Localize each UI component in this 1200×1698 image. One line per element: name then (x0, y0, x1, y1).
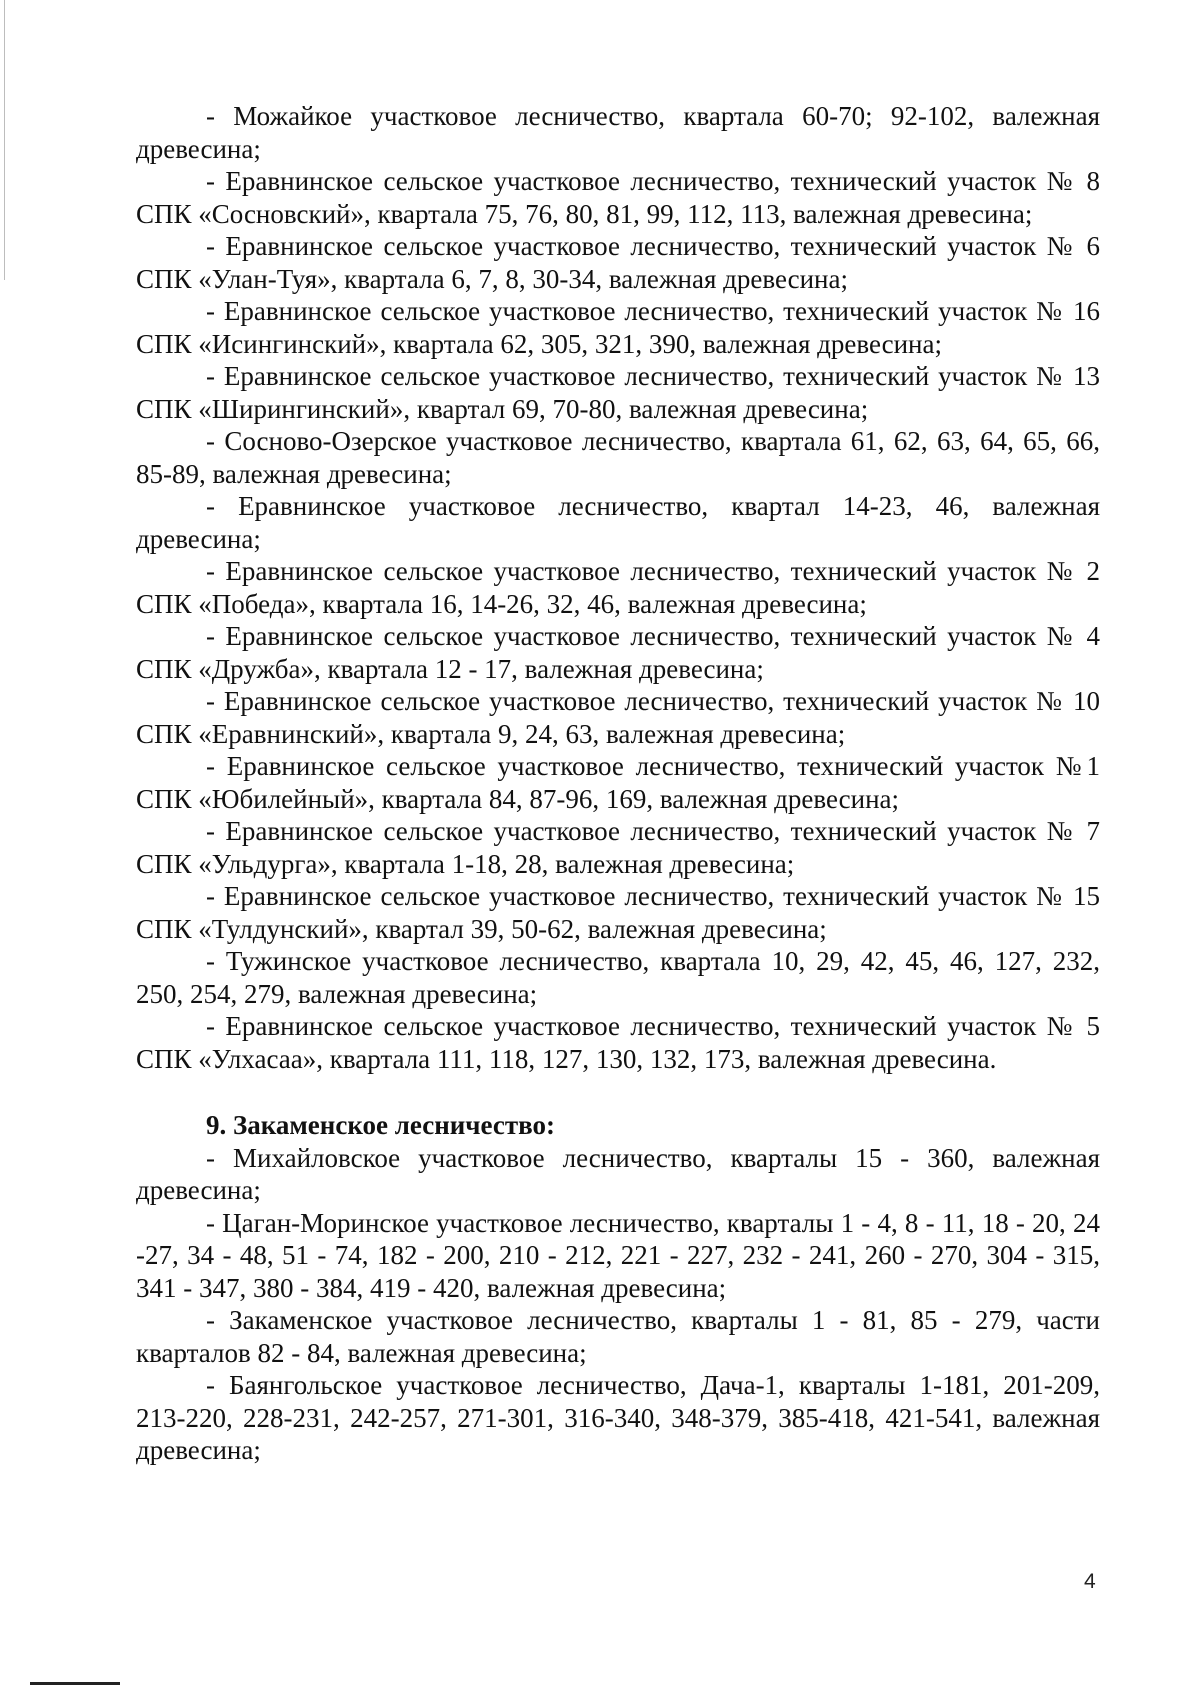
document-body (136, 100, 1100, 1467)
paragraph-zakamenskoe: - Закаменское участковое лесничество, кварталы 1 - 81, 85 - 279, части кварталов 82 - 84, валежная древесина; (136, 1305, 1100, 1368)
paragraph-mikhaylovskoe: - Михайловское участковое лесничество, кварталы 15 - 360, валежная древесина; (136, 1142, 1100, 1205)
paragraph-spk-ulkhasaa: - Еравнинское сельское участковое лесничество, технический участок № 5 СПК «Улхасаа», квартала 111, 118, 127, 130, 132, 173, валежная древесина. (136, 1011, 1100, 1074)
paragraph-spk-druzhba: - Еравнинское сельское участковое лесничество, технический участок № 4 СПК «Дружба», квартала 12 - 17, валежная древесина; (136, 621, 1100, 684)
paragraph-bayangolskoe: - Баянгольское участковое лесничество, Дача-1, кварталы 1-181, 201-209, 213-220, 228-231, 242-257, 271-301, 316-340, 348-379, 385-418, 421-541, валежная древесина; (136, 1370, 1100, 1465)
paragraph-sosnovo-ozerskoe: - Сосново-Озерское участковое лесничество, квартала 61, 62, 63, 64, 65, 66, 85-89, валежная древесина; (136, 426, 1100, 489)
paragraph-spk-sosnovsky: - Еравнинское сельское участковое лесничество, технический участок № 8 СПК «Сосновский», квартала 75, 76, 80, 81, 99, 112, 113, валежная древесина; (136, 166, 1100, 229)
paragraph-spk-pobeda: - Еравнинское сельское участковое лесничество, технический участок № 2 СПК «Победа», квартала 16, 14-26, 32, 46, валежная древесина; (136, 556, 1100, 619)
page-number: 4 (1084, 1570, 1096, 1593)
scan-mark (30, 1682, 120, 1685)
paragraph-spk-isinginsky: - Еравнинское сельское участковое лесничество, технический участок № 16 СПК «Исингинский», квартала 62, 305, 321, 390, валежная древесина; (136, 296, 1100, 359)
paragraph-tsagan-morinskoe: - Цаган-Моринское участковое лесничество, кварталы 1 - 4, 8 - 11, 18 - 20, 24 -27, 34 - 48, 51 - 74, 182 - 200, 210 - 212, 221 - 227, 232 - 241, 260 - 270, 304 - 315, 341 - 347, 380 - 384, 419 - 420, валежная древесина; (136, 1207, 1100, 1303)
paragraph-spk-eravninsky: - Еравнинское сельское участковое лесничество, технический участок № 10 СПК «Еравнинский», квартала 9, 24, 63, валежная древесина; (136, 686, 1100, 749)
paragraph-mozhayskoe: - Можайкое участковое лесничество, квартала 60-70; 92-102, валежная древесина; (136, 101, 1100, 164)
paragraph-eravninskoe: - Еравнинское участковое лесничество, квартал 14-23, 46, валежная древесина; (136, 491, 1100, 554)
paragraph-spk-ulan-tuya: - Еравнинское сельское участковое лесничество, технический участок № 6 СПК «Улан-Туя», квартала 6, 7, 8, 30-34, валежная древесина; (136, 231, 1100, 294)
paragraph-spk-shiringinsky: - Еравнинское сельское участковое лесничество, технический участок № 13 СПК «Ширингинский», квартал 69, 70-80, валежная древесина; (136, 361, 1100, 424)
paragraph-spk-uldurga: - Еравнинское сельское участковое лесничество, технический участок № 7 СПК «Ульдурга», квартала 1-18, 28, валежная древесина; (136, 816, 1100, 879)
paragraph-spk-tuldunsky: - Еравнинское сельское участковое лесничество, технический участок № 15 СПК «Тулдунский», квартал 39, 50-62, валежная древесина; (136, 881, 1100, 944)
paragraph-spk-yubileyny: - Еравнинское сельское участковое лесничество, технический участок №1 СПК «Юбилейный», квартала 84, 87-96, 169, валежная древесина; (136, 751, 1100, 814)
section-heading: 9. Закаменское лесничество: (206, 1110, 555, 1140)
paragraph-tuzhinskoe: - Тужинское участковое лесничество, квартала 10, 29, 42, 45, 46, 127, 232, 250, 254, 279, валежная древесина; (136, 946, 1100, 1009)
scan-edge-line (4, 0, 5, 280)
